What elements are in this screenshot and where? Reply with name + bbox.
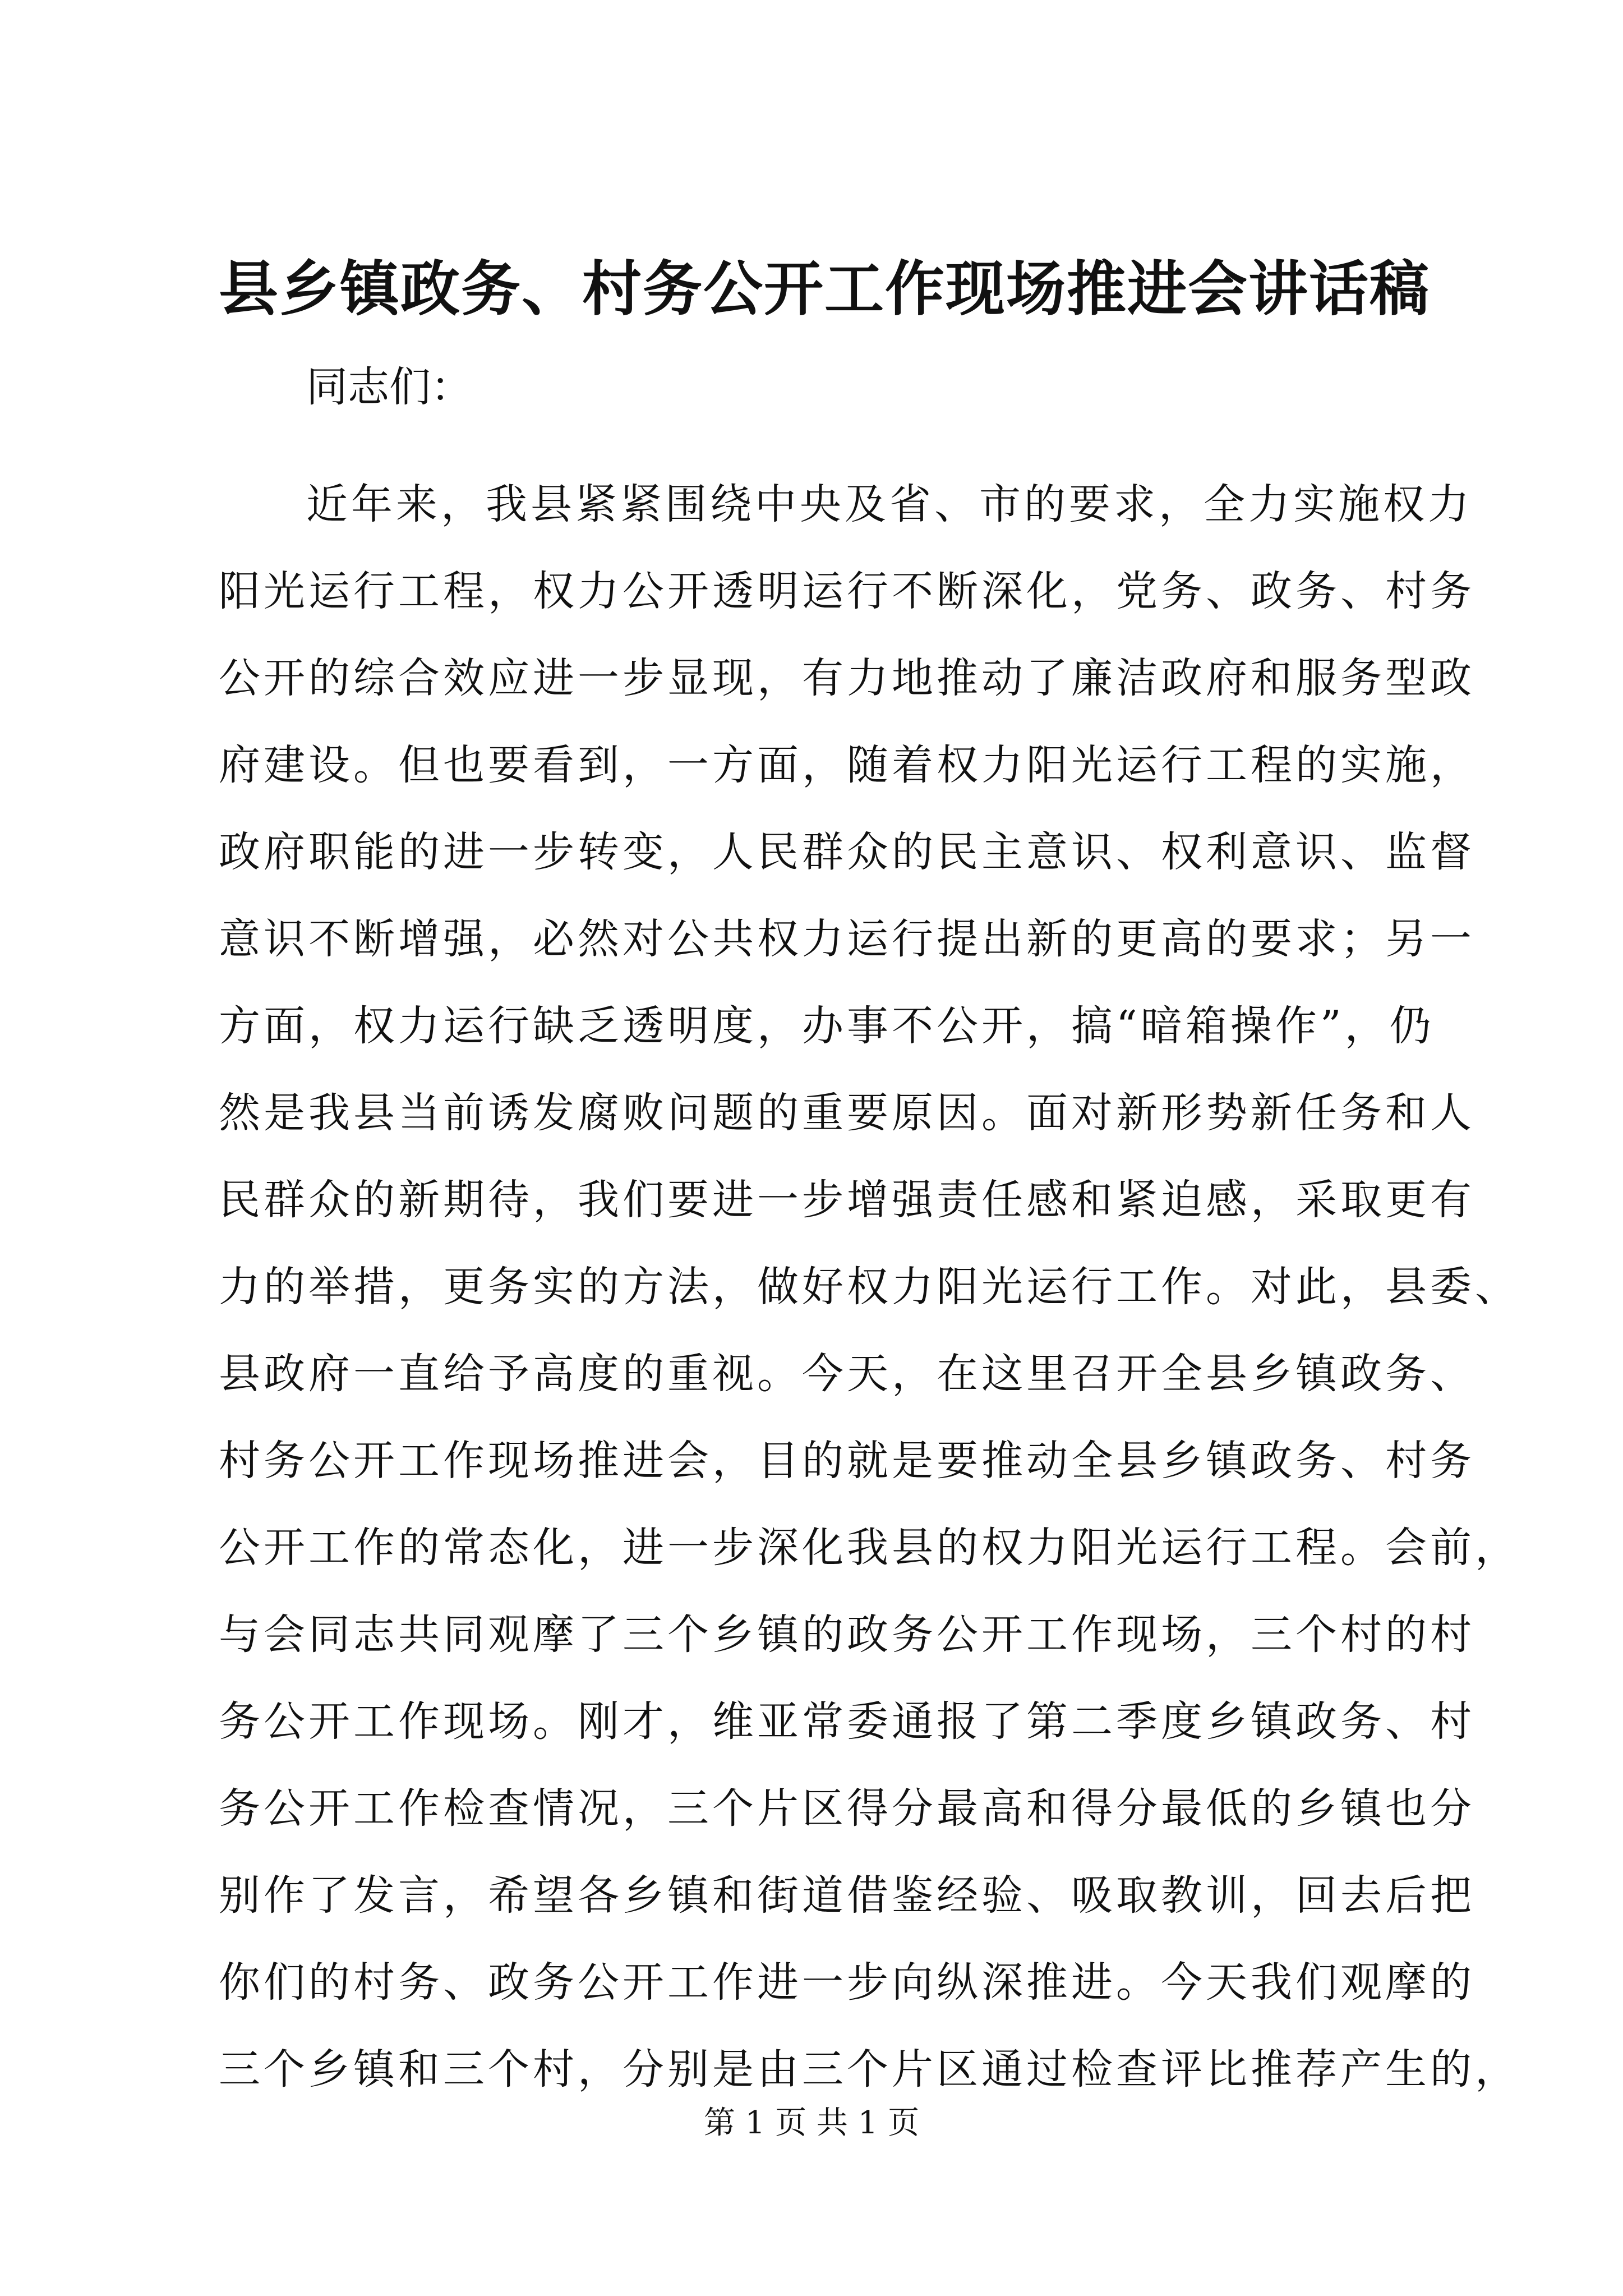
body-line: 县政府一直给予高度的重视。今天，在这里召开全县乡镇政务、 [219,1350,1475,1398]
body-line: 政府职能的进一步转变，人民群众的民主意识、权利意识、监督 [219,828,1475,876]
page-footer: 第 1 页 共 1 页 [703,2105,920,2141]
body-line: 方面，权力运行缺乏透明度，办事不公开，搞“暗箱操作”，仍 [219,1002,1435,1050]
body-line: 务公开工作检查情况，三个片区得分最高和得分最低的乡镇也分 [219,1784,1475,1833]
body-line: 意识不断增强，必然对公共权力运行提出新的更高的要求；另一 [219,915,1475,963]
body-line: 务公开工作现场。刚才，维亚常委通报了第二季度乡镇政务、村 [219,1697,1475,1746]
body-line: 力的举措，更务实的方法，做好权力阳光运行工作。对此，县委、 [219,1263,1520,1311]
body-line: 公开的综合效应进一步显现，有力地推动了廉洁政府和服务型政 [219,654,1475,702]
body-line: 近年来，我县紧紧围绕中央及省、市的要求，全力实施权力 [306,480,1473,528]
body-line: 民群众的新期待，我们要进一步增强责任感和紧迫感，采取更有 [219,1176,1475,1224]
body-line: 府建设。但也要看到，一方面，随着权力阳光运行工程的实施， [219,741,1475,789]
body-text [219,461,1520,2113]
body-line: 然是我县当前诱发腐败问题的重要原因。面对新形势新任务和人 [219,1089,1475,1137]
document-title: 县乡镇政务、村务公开工作现场推进会讲话稿 [219,254,1430,324]
body-line: 公开工作的常态化，进一步深化我县的权力阳光运行工程。会前， [219,1524,1520,1572]
body-line: 三个乡镇和三个村，分别是由三个片区通过检查评比推荐产生的， [219,2045,1520,2093]
body-line: 别作了发言，希望各乡镇和街道借鉴经验、吸取教训，回去后把 [219,1871,1475,1920]
body-line: 阳光运行工程，权力公开透明运行不断深化，党务、政务、村务 [219,567,1475,615]
body-line: 你们的村务、政务公开工作进一步向纵深推进。今天我们观摩的 [219,1958,1475,2007]
body-line: 与会同志共同观摩了三个乡镇的政务公开工作现场，三个村的村 [219,1611,1475,1659]
greeting: 同志们： [306,363,472,411]
body-line: 村务公开工作现场推进会，目的就是要推动全县乡镇政务、村务 [219,1437,1475,1485]
